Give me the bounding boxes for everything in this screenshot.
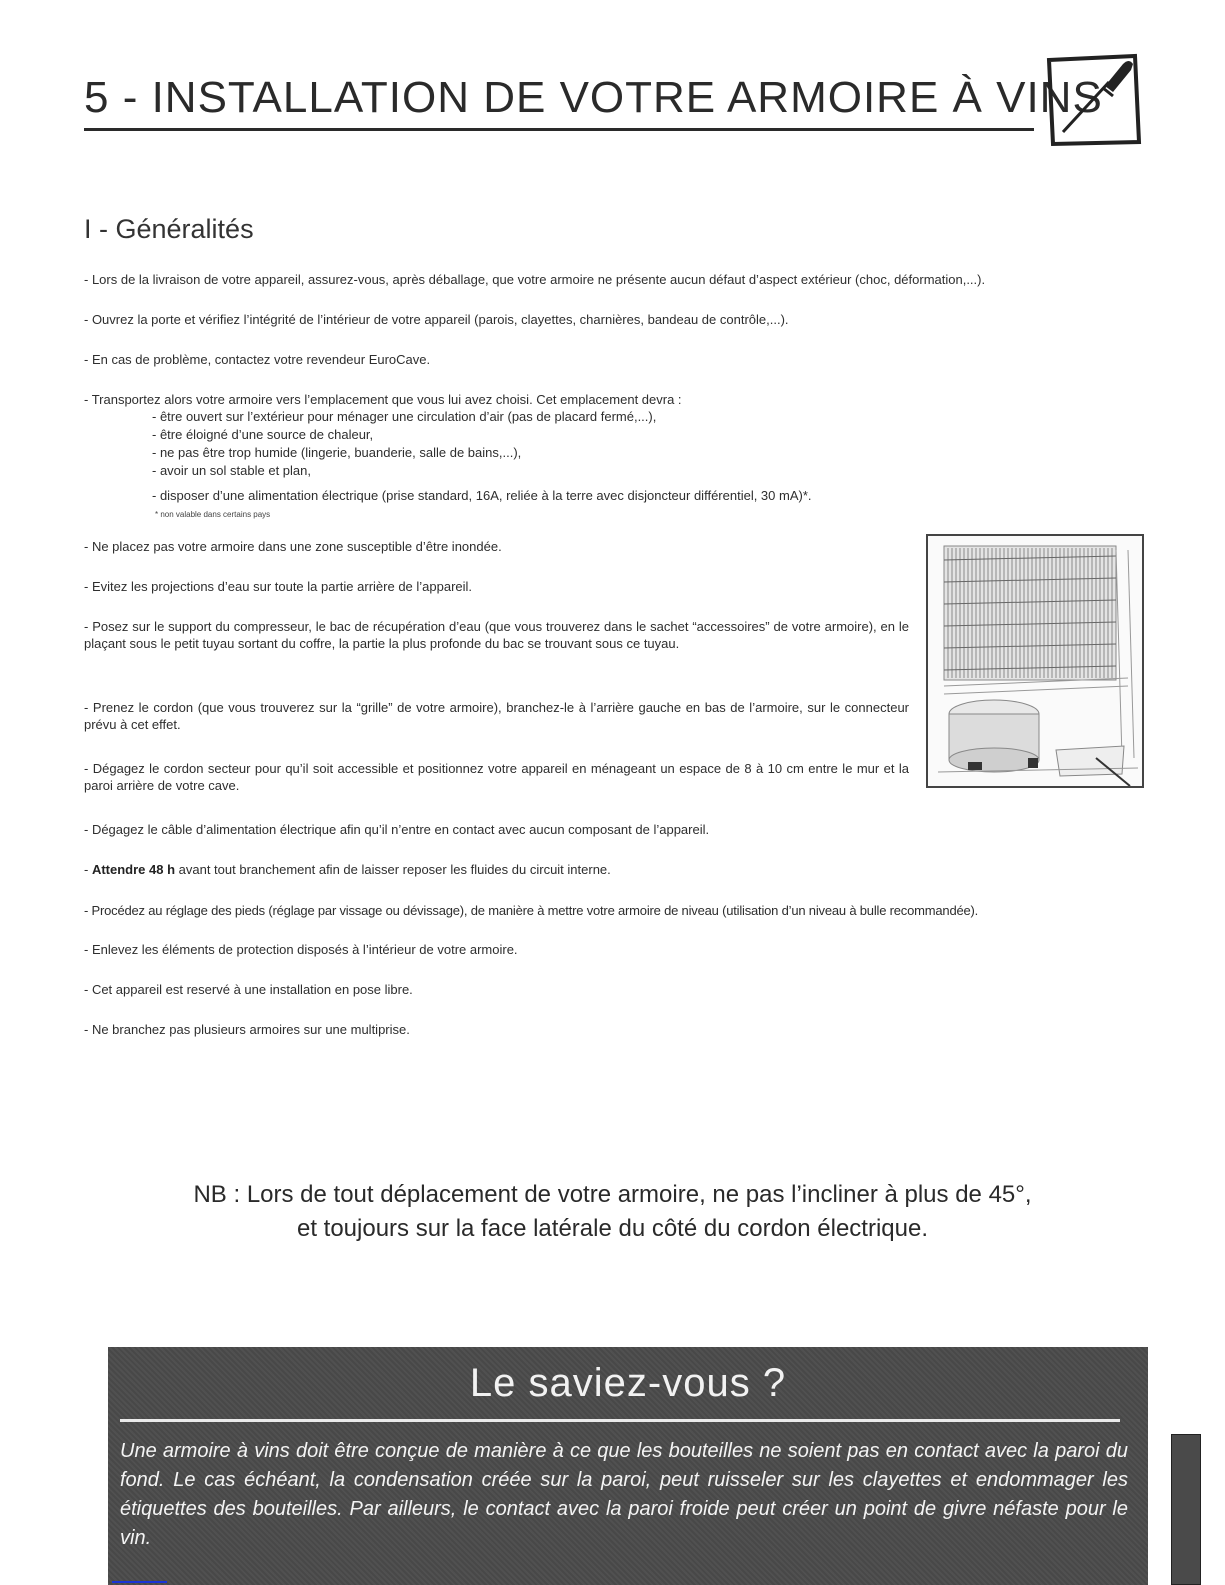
instruction-item: - Ne placez pas votre armoire dans une zone susceptible d’être inondée. <box>84 539 502 554</box>
instruction-emphasis: Attendre 48 h <box>91 862 176 877</box>
page-title: 5 - INSTALLATION DE VOTRE ARMOIRE À VINS <box>84 73 1103 122</box>
instruction-item: - Lors de la livraison de votre appareil, assurez-vous, après déballage, que votre armoire ne présente aucun défaut d’aspect extérieur (choc, déformation,...). <box>84 272 986 287</box>
section-heading: I - Généralités <box>84 214 254 244</box>
location-requirement: - disposer d’une alimentation électrique (prise standard, 16A, reliée à la terre avec disjoncteur différentiel, 30 mA)*. <box>152 488 812 503</box>
page-tab-marker <box>1171 1434 1201 1585</box>
compressor-figure <box>926 534 1144 788</box>
tip-title: Le saviez-vous ? <box>469 1361 787 1405</box>
footnote: * non valable dans certains pays <box>155 510 271 519</box>
instruction-item: - Dégagez le cordon secteur pour qu’il soit accessible et positionnez votre appareil en ménageant un espace de 8 à 10 cm entre le mur et la paroi arrière de votre cave. <box>84 761 909 793</box>
title-underline <box>84 128 1034 131</box>
instruction-item: - Procédez au réglage des pieds (réglage par vissage ou dévissage), de manière à mettre votre armoire de niveau (utilisation d’un niveau à bulle recommandée). <box>84 903 979 918</box>
instruction-rest: avant tout branchement afin de laisser reposer les fluides du circuit interne. <box>175 862 611 877</box>
tip-text: Une armoire à vins doit être conçue de manière à ce que les bouteilles ne soient pas en contact avec la paroi du fond. Le cas échéant, la condensation créée sur la paroi, peut ruisseler sur les clayettes et endommager les étiquettes des bouteilles. Par ailleurs, le contact avec la paroi froide peut créer un point de givre néfaste pour le vin. <box>120 1440 1128 1549</box>
instruction-item: - Dégagez le câble d’alimentation électrique afin qu’il n’entre en contact avec aucun composant de l’appareil. <box>84 822 710 837</box>
nb-line: et toujours sur la face latérale du côté du cordon électrique. <box>296 1215 929 1242</box>
did-you-know-box <box>108 1347 1148 1585</box>
instruction-item: - Cet appareil est reservé à une installation en pose libre. <box>84 982 413 997</box>
instruction-item: - Posez sur le support du compresseur, le bac de récupération d’eau (que vous trouverez dans le sachet “accessoires” de votre armoire), en le plaçant sous le petit tuyau sortant du coffre, la partie la plus profonde du bac se trouvant sous ce tuyau. <box>84 619 909 651</box>
instruction-item: - Evitez les projections d’eau sur toute la partie arrière de l’appareil. <box>84 579 473 594</box>
location-requirement: - avoir un sol stable et plan, <box>152 463 311 478</box>
location-requirement: - être éloigné d’une source de chaleur, <box>152 427 374 442</box>
location-requirement: - être ouvert sur l’extérieur pour ménager une circulation d’air (pas de placard fermé,...), <box>152 409 657 424</box>
screwdriver-icon <box>1043 52 1143 147</box>
instruction-item: - Ne branchez pas plusieurs armoires sur une multiprise. <box>84 1022 410 1037</box>
compressor-drip-tray-illustration <box>928 536 1142 786</box>
nb-line: NB : Lors de tout déplacement de votre armoire, ne pas l’incliner à plus de 45°, <box>193 1181 1032 1208</box>
tip-divider <box>120 1419 1120 1422</box>
nb-note <box>0 1178 1225 1246</box>
instruction-item <box>84 861 1159 878</box>
instruction-item: - En cas de problème, contactez votre revendeur EuroCave. <box>84 352 431 367</box>
link-underline <box>112 1581 167 1583</box>
location-requirement: - ne pas être trop humide (lingerie, buanderie, salle de bains,...), <box>152 445 522 460</box>
instruction-item: - Prenez le cordon (que vous trouverez sur la “grille” de votre armoire), branchez-le à l’arrière gauche en bas de l’armoire, sur le connecteur prévu à cet effet. <box>84 700 909 732</box>
instruction-item: - Ouvrez la porte et vérifiez l’intégrité de l’intérieur de votre appareil (parois, clayettes, charnières, bandeau de contrôle,...). <box>84 312 789 327</box>
instruction-item: - Enlevez les éléments de protection disposés à l’intérieur de votre armoire. <box>84 942 518 957</box>
instruction-prefix: - <box>84 862 92 877</box>
instruction-item: - Transportez alors votre armoire vers l’emplacement que vous lui avez choisi. Cet emplacement devra : <box>84 392 682 407</box>
